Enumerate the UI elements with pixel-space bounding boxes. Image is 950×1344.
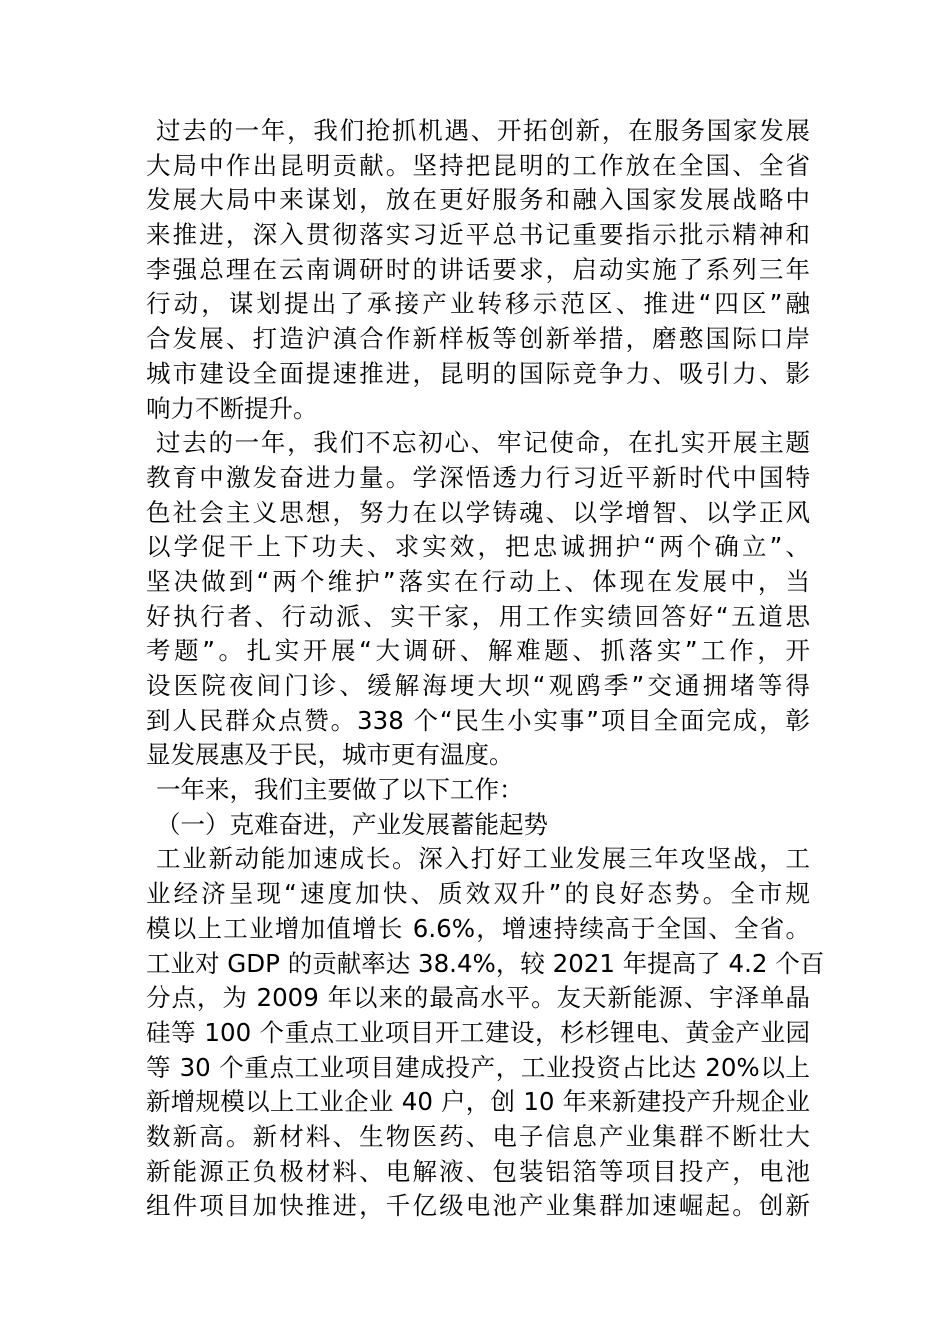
text-line: 以学促干上下功夫、求实效，把忠诚拥护“两个确立”、 xyxy=(146,532,810,562)
text-line: 过去的一年，我们抢抓机遇、开拓创新，在服务国家发展 xyxy=(156,116,810,145)
text-line: 合发展、打造沪滇合作新样板等创新举措，磨憨国际口岸 xyxy=(146,324,810,354)
text-line: 好执行者、行动派、实干家，用工作实绩回答好“五道思 xyxy=(146,601,810,631)
text-line: 组件项目加快推进，千亿级电池产业集群加速崛起。创新 xyxy=(146,1191,810,1221)
text-line: 过去的一年，我们不忘初心、牢记使命，在扎实开展主题 xyxy=(156,428,810,458)
text-line: 考题”。扎实开展“大调研、解难题、抓落实”工作，开 xyxy=(146,636,810,666)
text-line: 一年来，我们主要做了以下工作： xyxy=(156,775,524,805)
text-line: 李强总理在云南调研时的讲话要求，启动实施了系列三年 xyxy=(146,254,810,284)
text-line: 分点，为 2009 年以来的最高水平。友天新能源、宇泽单晶 xyxy=(146,983,810,1013)
section-heading: （一）克难奋进，产业发展蓄能起势 xyxy=(156,809,548,839)
text-line: 数新高。新材料、生物医药、电子信息产业集群不断壮大 xyxy=(146,1121,810,1151)
text-line: 显发展惠及于民，城市更有温度。 xyxy=(146,740,514,770)
document-body xyxy=(146,114,825,1224)
text-line: 行动，谋划提出了承接产业转移示范区、推进“四区”融 xyxy=(146,289,810,319)
text-line: 等 30 个重点工业项目建成投产，工业投资占比达 20%以上 xyxy=(146,1052,810,1082)
text-line: 坚决做到“两个维护”落实在行动上、体现在发展中，当 xyxy=(146,566,810,596)
text-line: 工业对 GDP 的贡献率达 38.4%，较 2021 年提高了 4.2 个百 xyxy=(146,948,825,978)
text-line: 教育中激发奋进力量。学深悟透力行习近平新时代中国特 xyxy=(146,462,810,492)
text-line: 设医院夜间门诊、缓解海埂大坝“观鸥季”交通拥堵等得 xyxy=(146,671,810,700)
text-line: 到人民群众点赞。338 个“民生小实事”项目全面完成，彰 xyxy=(146,705,810,735)
text-line: 新增规模以上工业企业 40 户，创 10 年来新建投产升规企业 xyxy=(146,1087,810,1117)
text-line: 发展大局中来谋划，放在更好服务和融入国家发展战略中 xyxy=(146,185,810,215)
text-line: 硅等 100 个重点工业项目开工建设，杉杉锂电、黄金产业园 xyxy=(146,1017,810,1047)
text-line: 模以上工业增加值增长 6.6%，增速持续高于全国、全省。 xyxy=(146,913,810,943)
text-line: 大局中作出昆明贡献。坚持把昆明的工作放在全国、全省 xyxy=(146,150,810,180)
text-line: 色社会主义思想，努力在以学铸魂、以学增智、以学正风 xyxy=(146,497,810,527)
text-line: 新能源正负极材料、电解液、包装铝箔等项目投产，电池 xyxy=(146,1156,810,1186)
text-line: 业经济呈现“速度加快、质效双升”的良好态势。全市规 xyxy=(146,879,810,909)
text-line: 响力不断提升。 xyxy=(146,393,318,423)
text-line: 城市建设全面提速推进，昆明的国际竞争力、吸引力、影 xyxy=(146,358,810,388)
text-line: 来推进，深入贯彻落实习近平总书记重要指示批示精神和 xyxy=(146,220,810,250)
text-line: 工业新动能加速成长。深入打好工业发展三年攻坚战，工 xyxy=(156,844,810,874)
